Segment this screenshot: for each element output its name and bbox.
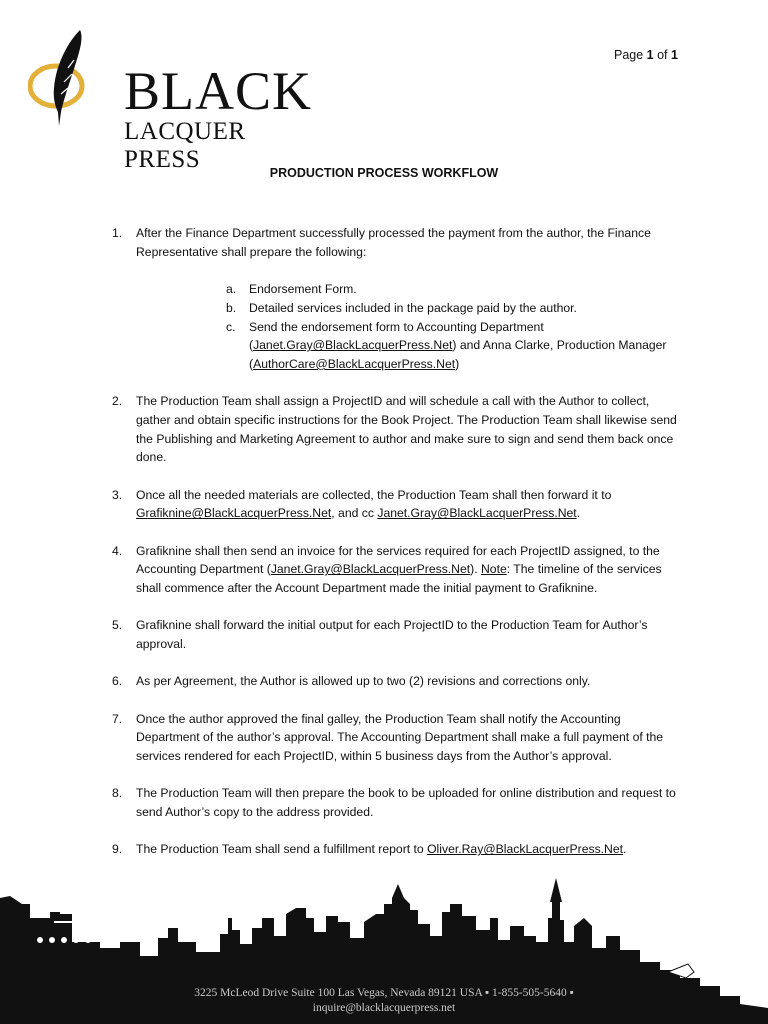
workflow-step: 4. Grafiknine shall then send an invoice for the services required for each ProjectID assigned, to the Accounting Department (Janet.Gray@BlackLacquerPress.Net). Note: The timeline of the services shall commence after the Account Department made the initial payment to Grafiknine.	[112, 543, 662, 596]
workflow-step: 1. After the Finance Department successfully processed the payment from the author, the Finance Representative shall prepare the following: a. Endorsement Form. b. Detailed services included in the package paid by the author. c. Send the endorsement form to Accounting Department (Janet.Gray@BlackLacquerPress.Net) and Anna Clarke, Production Manager (AuthorCare@BlackLacquerPress.Net)	[112, 224, 682, 374]
workflow-step: 6. As per Agreement, the Author is allowed up to two (2) revisions and corrections only.	[112, 674, 591, 689]
footer-address	[0, 986, 768, 1016]
email-link[interactable]: Oliver.Ray@BlackLacquerPress.Net	[427, 842, 624, 857]
workflow-step: 8. The Production Team will then prepare the book to be uploaded for online distribution and request to send Author’s copy to the address provided.	[112, 786, 676, 820]
email-link[interactable]: Janet.Gray@BlackLacquerPress.Net	[270, 562, 471, 577]
address-line: 3225 McLeod Drive Suite 100 Las Vegas, Nevada 89121 USA ▪ 1-855-505-5640 ▪	[194, 987, 574, 999]
company-logo	[28, 28, 313, 173]
contact-email[interactable]: inquire@blacklacquerpress.net	[312, 1002, 456, 1014]
workflow-step: 2. The Production Team shall assign a ProjectID and will schedule a call with the Author to collect, gather and obtain specific instructions for the Book Project. The Production Team shall likewise send the Publishing and Marketing Agreement to author and make sure to sign and send them back once done.	[112, 394, 677, 465]
workflow-step: 9. The Production Team shall send a fulfillment report to Oliver.Ray@BlackLacquerPress.Net.	[112, 842, 627, 857]
email-link[interactable]: Janet.Gray@BlackLacquerPress.Net	[377, 506, 577, 521]
workflow-step: 7. Once the author approved the final galley, the Production Team shall notify the Accounting Department of the author’s approval. The Accounting Department shall make a full payment of the services rendered for each ProjectID, within 5 business days from the Author’s approval.	[112, 711, 664, 764]
workflow-steps	[112, 224, 682, 878]
sub-item: c. Send the endorsement form to Accounting Department (Janet.Gray@BlackLacquerPress.Net) and Anna Clarke, Production Manager (AuthorCare@BlackLacquerPress.Net)	[226, 319, 667, 371]
email-link[interactable]: Janet.Gray@BlackLacquerPress.Net	[253, 338, 453, 353]
email-link[interactable]: Grafiknine@BlackLacquerPress.Net	[136, 506, 332, 521]
logo-wordmark-black: BLACK	[124, 61, 313, 121]
quill-icon	[28, 28, 128, 132]
logo-wordmark-lacquer: LACQUER PRESS	[124, 118, 246, 173]
sub-item: b. Detailed services included in the package paid by the author.	[226, 300, 577, 315]
note-label: Note	[481, 562, 507, 577]
sub-item: a. Endorsement Form.	[226, 282, 357, 297]
email-link[interactable]: AuthorCare@BlackLacquerPress.Net	[253, 356, 456, 371]
workflow-step: 3. Once all the needed materials are collected, the Production Team shall then forward it to Grafiknine@BlackLacquerPress.Net, and cc Janet.Gray@BlackLacquerPress.Net.	[112, 487, 612, 521]
sub-item-list	[136, 280, 682, 374]
workflow-step: 5. Grafiknine shall forward the initial output for each ProjectID to the Production Team for Author’s approval.	[112, 618, 648, 652]
document-title: PRODUCTION PROCESS WORKFLOW	[269, 166, 499, 180]
page-number: Page 1 of 1	[614, 48, 678, 62]
